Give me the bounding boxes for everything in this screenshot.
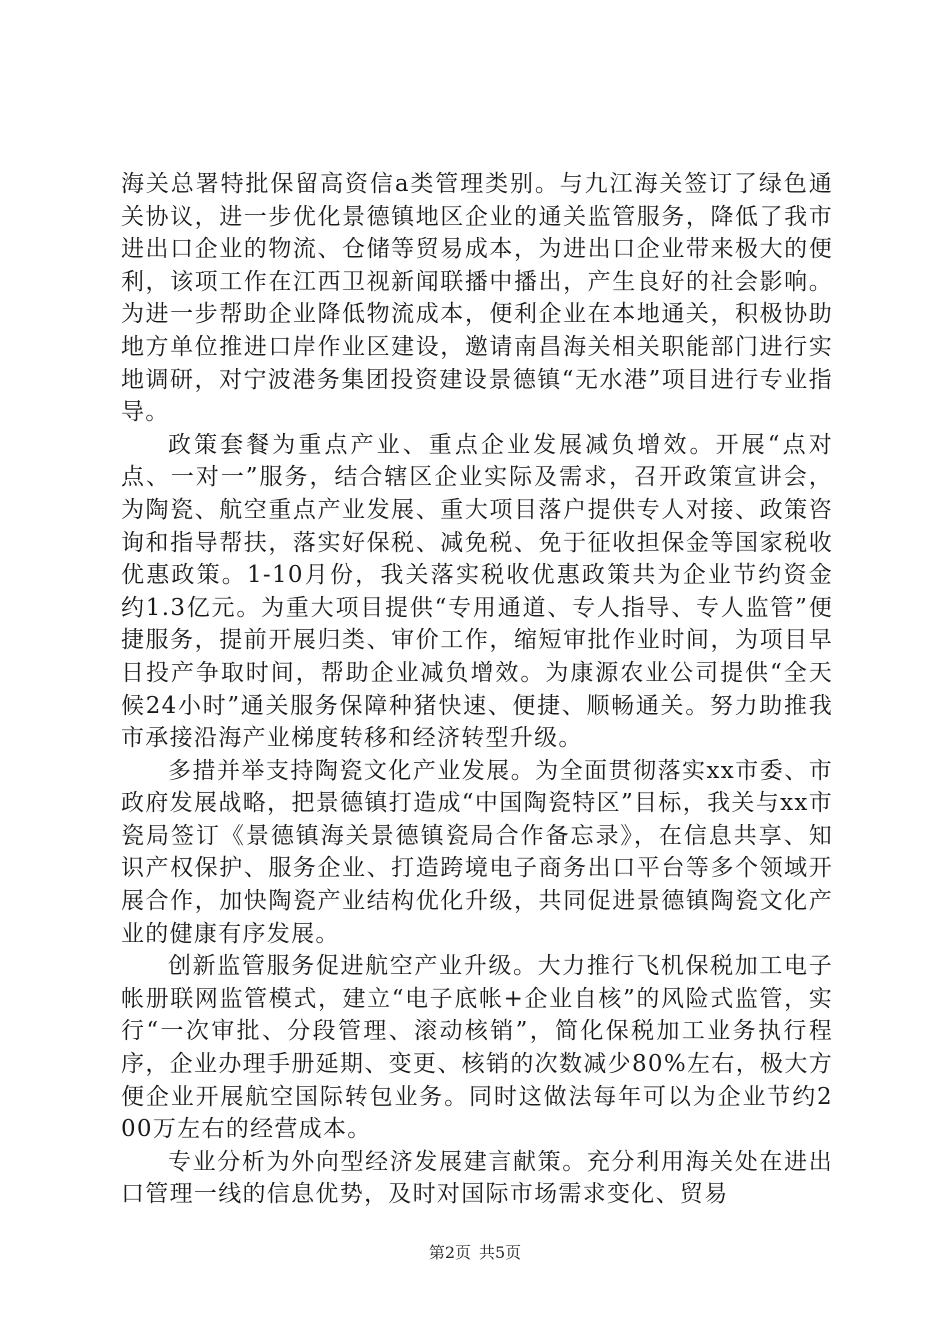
document-body bbox=[121, 168, 833, 1211]
page-number: 第2页 bbox=[428, 1243, 471, 1262]
page-footer bbox=[0, 1240, 950, 1263]
paragraph-ceramics-culture: 多措并举支持陶瓷文化产业发展。为全面贯彻落实xx市委、市政府发展战略，把景德镇打造成“中国陶瓷特区”目标，我关与xx市瓷局签订《景德镇海关景德镇瓷局合作备忘录》，在信息共享、知识产权保护、服务企业、打造跨境电子商务出口平台等多个领域开展合作，加快陶瓷产业结构优化升级，共同促进景德镇陶瓷文化产业的健康有序发展。 bbox=[121, 757, 833, 947]
paragraph-professional-analysis: 专业分析为外向型经济发展建言献策。充分利用海关处在进出口管理一线的信息优势，及时对国际市场需求变化、贸易 bbox=[121, 1148, 833, 1208]
paragraph-continuation: 海关总署特批保留高资信a类管理类别。与九江海关签订了绿色通关协议，进一步优化景德镇地区企业的通关监管服务，降低了我市进出口企业的物流、仓储等贸易成本，为进出口企业带来极大的便利，该项工作在江西卫视新闻联播中播出，产生良好的社会影响。为进一步帮助企业降低物流成本，便利企业在本地通关，积极协助地方单位推进口岸作业区建设，邀请南昌海关相关职能部门进行实地调研，对宁波港务集团投资建设景德镇“无水港”项目进行专业指导。 bbox=[121, 171, 833, 426]
page-total: 共5页 bbox=[479, 1243, 522, 1262]
paragraph-policy-package: 政策套餐为重点产业、重点企业发展减负增效。开展“点对点、一对一”服务，结合辖区企业实际及需求，召开政策宣讲会，为陶瓷、航空重点产业发展、重大项目落户提供专人对接、政策咨询和指导帮扶，落实好保税、减免税、免于征收担保金等国家税收优惠政策。1-10月份，我关落实税收优惠政策共为企业节约资金约1.3亿元。为重大项目提供“专用通道、专人指导、专人监管”便捷服务，提前开展归类、审价工作，缩短审批作业时间，为项目早日投产争取时间，帮助企业减负增效。为康源农业公司提供“全天候24小时”通关服务保障种猪快速、便捷、顺畅通关。努力助推我市承接沿海产业梯度转移和经济转型升级。 bbox=[121, 431, 833, 752]
paragraph-aviation-industry: 创新监管服务促进航空产业升级。大力推行飞机保税加工电子帐册联网监管模式，建立“电子底帐+企业自核”的风险式监管，实行“一次审批、分段管理、滚动核销”，简化保税加工业务执行程序，企业办理手册延期、变更、核销的次数减少80%左右，极大方便企业开展航空国际转包业务。同时这做法每年可以为企业节约200万左右的经营成本。 bbox=[121, 953, 833, 1143]
